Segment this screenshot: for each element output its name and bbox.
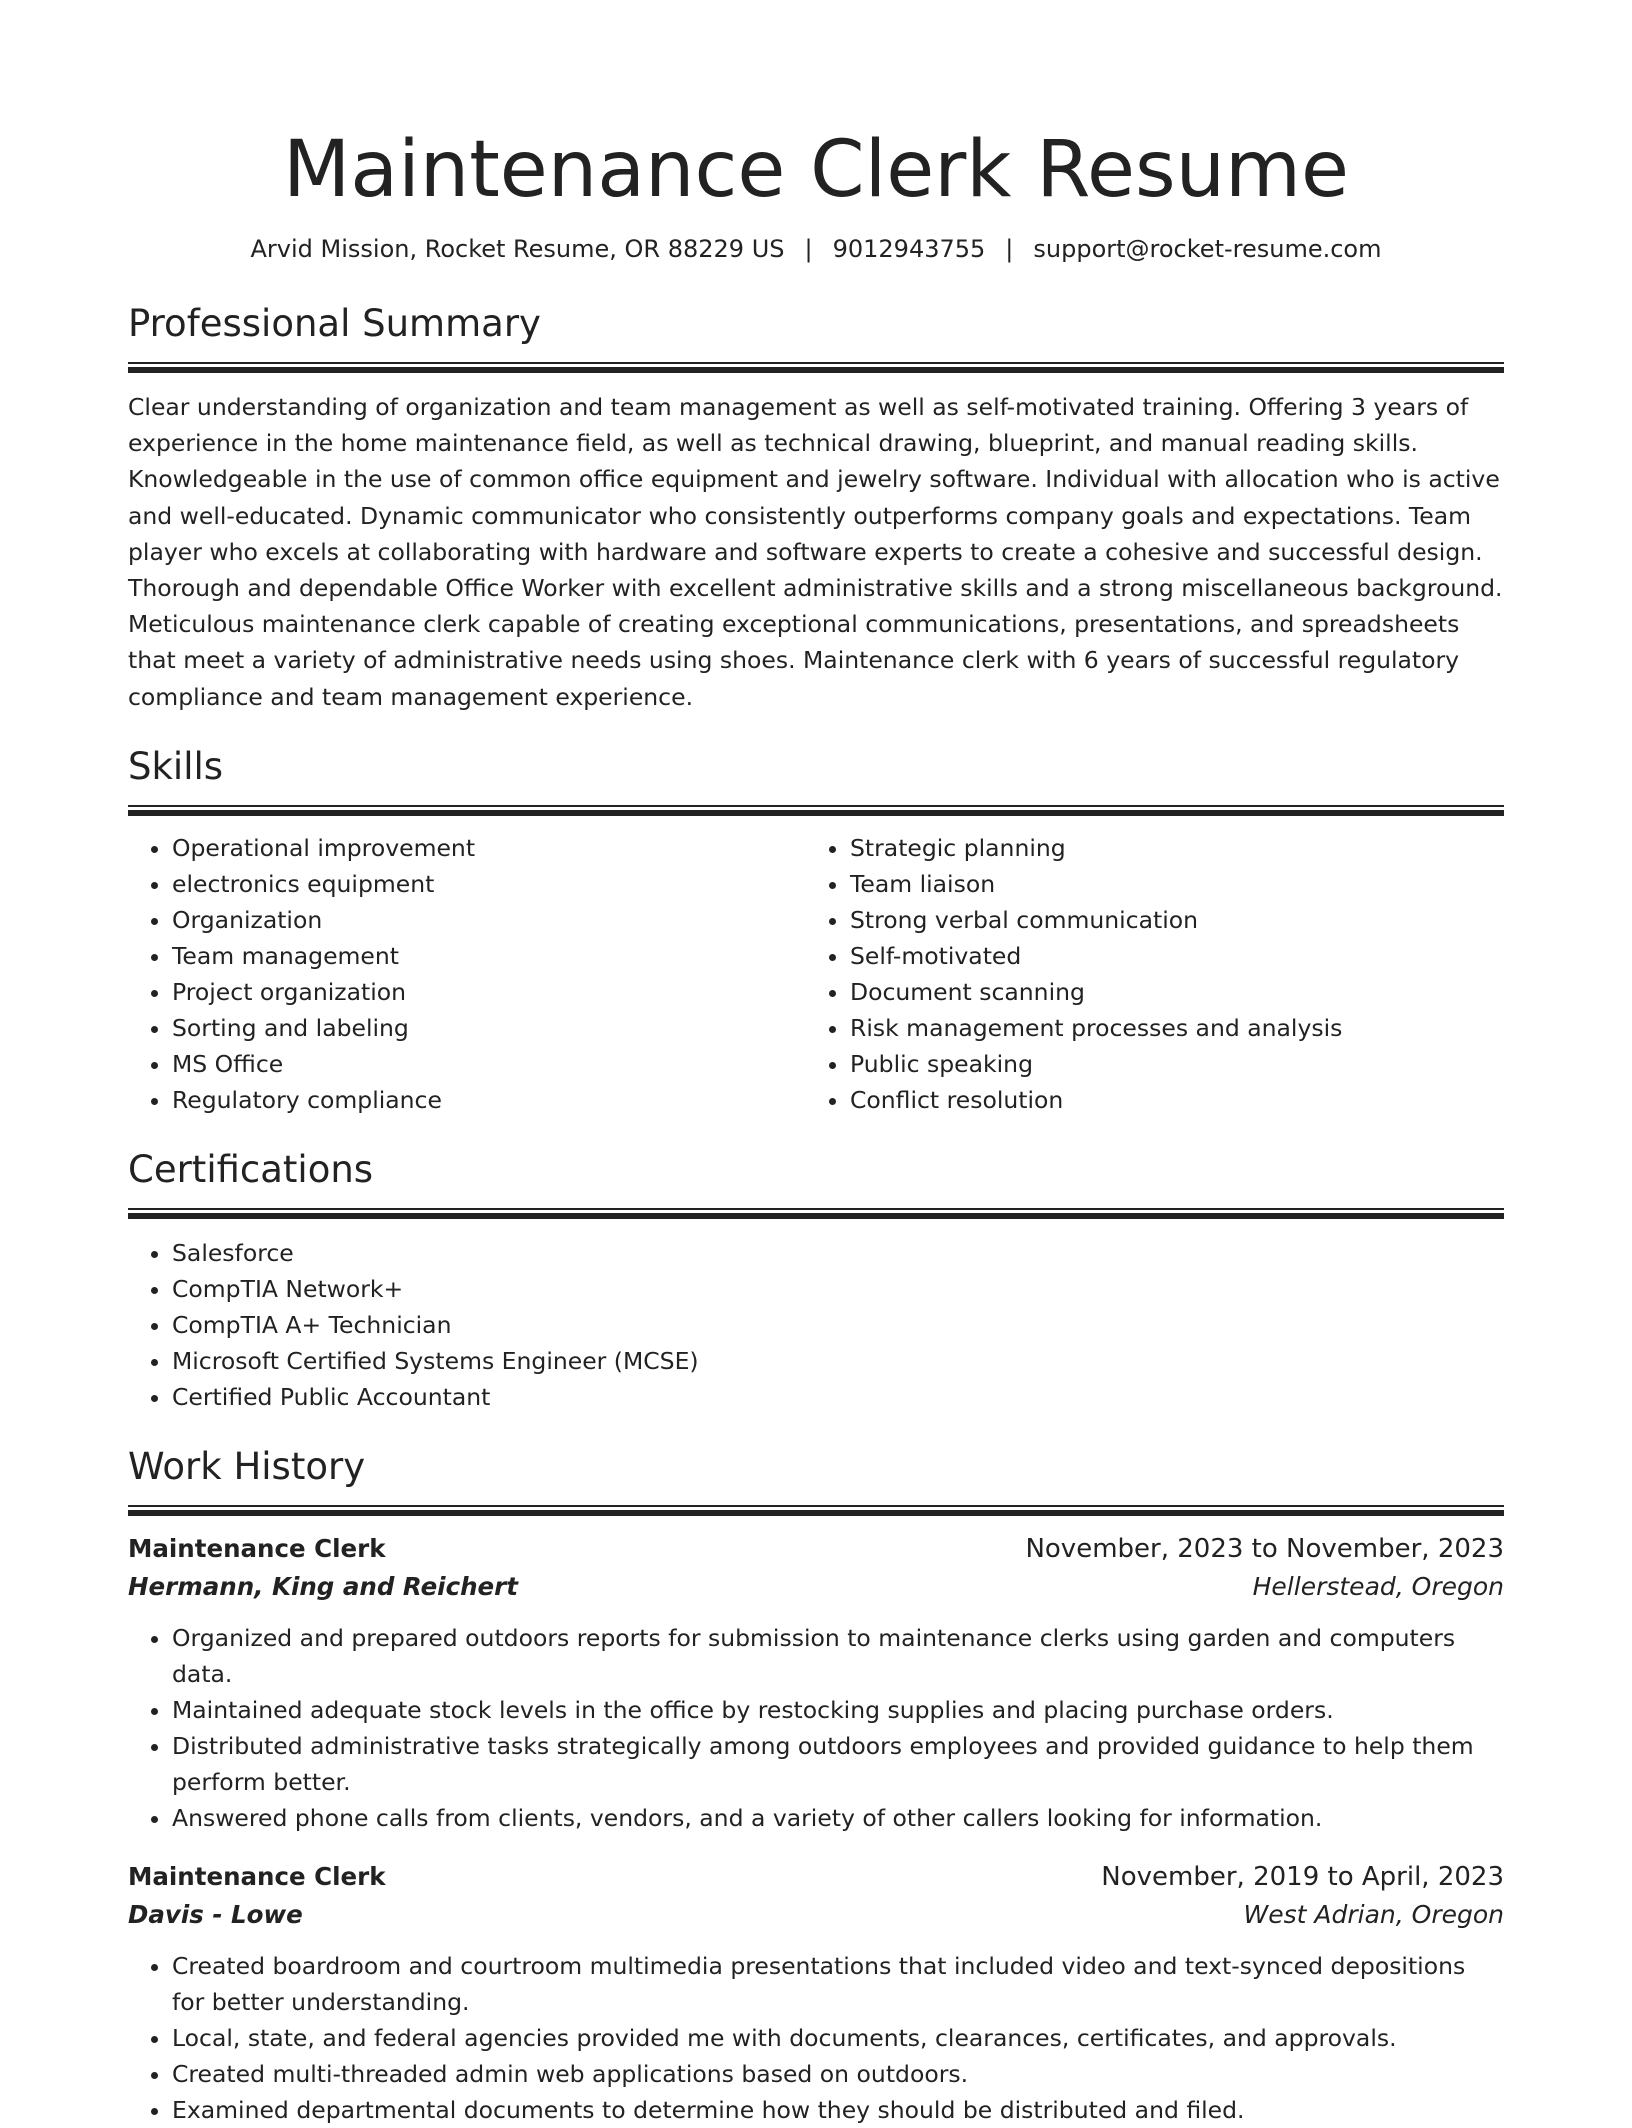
contact-line	[128, 232, 1504, 266]
section-divider	[128, 1505, 1504, 1516]
job-subheader	[128, 1568, 1504, 1606]
skills-list-right	[806, 830, 1484, 1118]
job-dates: November, 2019 to April, 2023	[1101, 1861, 1504, 1892]
list-item: • Created multi-threaded admin web applications based on outdoors.	[172, 2056, 1504, 2092]
summary-heading: Professional Summary	[128, 302, 541, 345]
certifications-section	[128, 1146, 1504, 1415]
list-item: • electronics equipment	[172, 866, 806, 902]
list-item: • Project organization	[172, 974, 806, 1010]
list-item: • Maintained adequate stock levels in the office by restocking supplies and placing purchase orders.	[172, 1692, 1504, 1728]
list-item: • Organization	[172, 902, 806, 938]
list-item: • Public speaking	[850, 1046, 1484, 1082]
list-item: • Self-motivated	[850, 938, 1484, 974]
certifications-heading: Certifications	[128, 1147, 374, 1191]
skills-list-left	[128, 830, 806, 1118]
list-item: • Risk management processes and analysis	[850, 1010, 1484, 1046]
list-item: • CompTIA Network+	[172, 1271, 1504, 1307]
job-location: West Adrian, Oregon	[1243, 1899, 1504, 1929]
job-company: Davis - Lowe	[128, 1899, 303, 1929]
job-dates: November, 2023 to November, 2023	[1025, 1533, 1504, 1564]
list-item: • CompTIA A+ Technician	[172, 1307, 1504, 1343]
job-bullets	[128, 1620, 1504, 1836]
job-subheader	[128, 1896, 1504, 1934]
skills-column-right	[806, 830, 1484, 1118]
list-item: • Answered phone calls from clients, vendors, and a variety of other callers looking for information.	[172, 1800, 1504, 1836]
list-item: • Examined departmental documents to determine how they should be distributed and filed.	[172, 2092, 1504, 2128]
summary-text: Clear understanding of organization and team management as well as self-motivated training. Offering 3 years of experience in the home maintenance field, as well as technical drawing, blueprint, and manual reading skills. Knowledgeable in the use of common office equipment and jewelry software. Individual with allocation who is active and well-educated. Dynamic communicator who consistently outperforms company goals and expectations. Team player who excels at collaborating with hardware and software experts to create a cohesive and successful design. Thorough and dependable Office Worker with excellent administrative skills and a strong miscellaneous background. Meticulous maintenance clerk capable of creating exceptional communications, presentations, and spreadsheets that meet a variety of administrative needs using shoes. Maintenance clerk with 6 years of successful regulatory compliance and team management experience.	[128, 393, 1503, 711]
skills-columns	[128, 830, 1504, 1118]
job-entry	[128, 1858, 1504, 2128]
list-item: • Local, state, and federal agencies provided me with documents, clearances, certificates, and approvals.	[172, 2020, 1504, 2056]
list-item: • Regulatory compliance	[172, 1082, 806, 1118]
job-title: Maintenance Clerk	[128, 1861, 386, 1891]
skills-heading: Skills	[128, 744, 224, 788]
list-item: • Distributed administrative tasks strategically among outdoors employees and provided guidance to help them perform better.	[172, 1728, 1504, 1800]
certifications-list	[128, 1235, 1504, 1415]
job-company: Hermann, King and Reichert	[128, 1571, 518, 1601]
skills-section	[128, 743, 1504, 1118]
list-item: • Microsoft Certified Systems Engineer (MCSE)	[172, 1343, 1504, 1379]
list-item: • MS Office	[172, 1046, 806, 1082]
list-item: • Team liaison	[850, 866, 1484, 902]
contact-separator: |	[804, 235, 813, 263]
job-entry	[128, 1530, 1504, 1836]
job-header	[128, 1858, 1504, 1896]
section-divider	[128, 1208, 1504, 1219]
contact-address: Arvid Mission, Rocket Resume, OR 88229 US	[250, 235, 785, 263]
resume-title: Maintenance Clerk Resume	[283, 125, 1349, 215]
list-item: • Sorting and labeling	[172, 1010, 806, 1046]
list-item: • Salesforce	[172, 1235, 1504, 1271]
list-item: • Operational improvement	[172, 830, 806, 866]
work-history-section	[128, 1443, 1504, 2128]
job-header	[128, 1530, 1504, 1568]
list-item: • Organized and prepared outdoors reports for submission to maintenance clerks using garden and computers data.	[172, 1620, 1504, 1692]
list-item: • Conflict resolution	[850, 1082, 1484, 1118]
list-item: • Certified Public Accountant	[172, 1379, 1504, 1415]
summary-section	[128, 300, 1504, 715]
skills-column-left	[128, 830, 806, 1118]
section-divider	[128, 805, 1504, 816]
list-item: • Strategic planning	[850, 830, 1484, 866]
contact-phone: 9012943755	[832, 235, 986, 263]
work-history-heading: Work History	[128, 1444, 366, 1488]
resume-page	[128, 0, 1504, 2128]
job-title: Maintenance Clerk	[128, 1533, 386, 1563]
list-item: • Created boardroom and courtroom multimedia presentations that included video and text-synced depositions for better understanding.	[172, 1948, 1504, 2020]
list-item: • Strong verbal communication	[850, 902, 1484, 938]
section-divider	[128, 362, 1504, 373]
contact-separator: |	[1005, 235, 1014, 263]
list-item: • Team management	[172, 938, 806, 974]
contact-email[interactable]: support@rocket-resume.com	[1033, 235, 1382, 263]
job-bullets	[128, 1948, 1504, 2128]
job-location: Hellerstead, Oregon	[1252, 1571, 1504, 1601]
list-item: • Document scanning	[850, 974, 1484, 1010]
